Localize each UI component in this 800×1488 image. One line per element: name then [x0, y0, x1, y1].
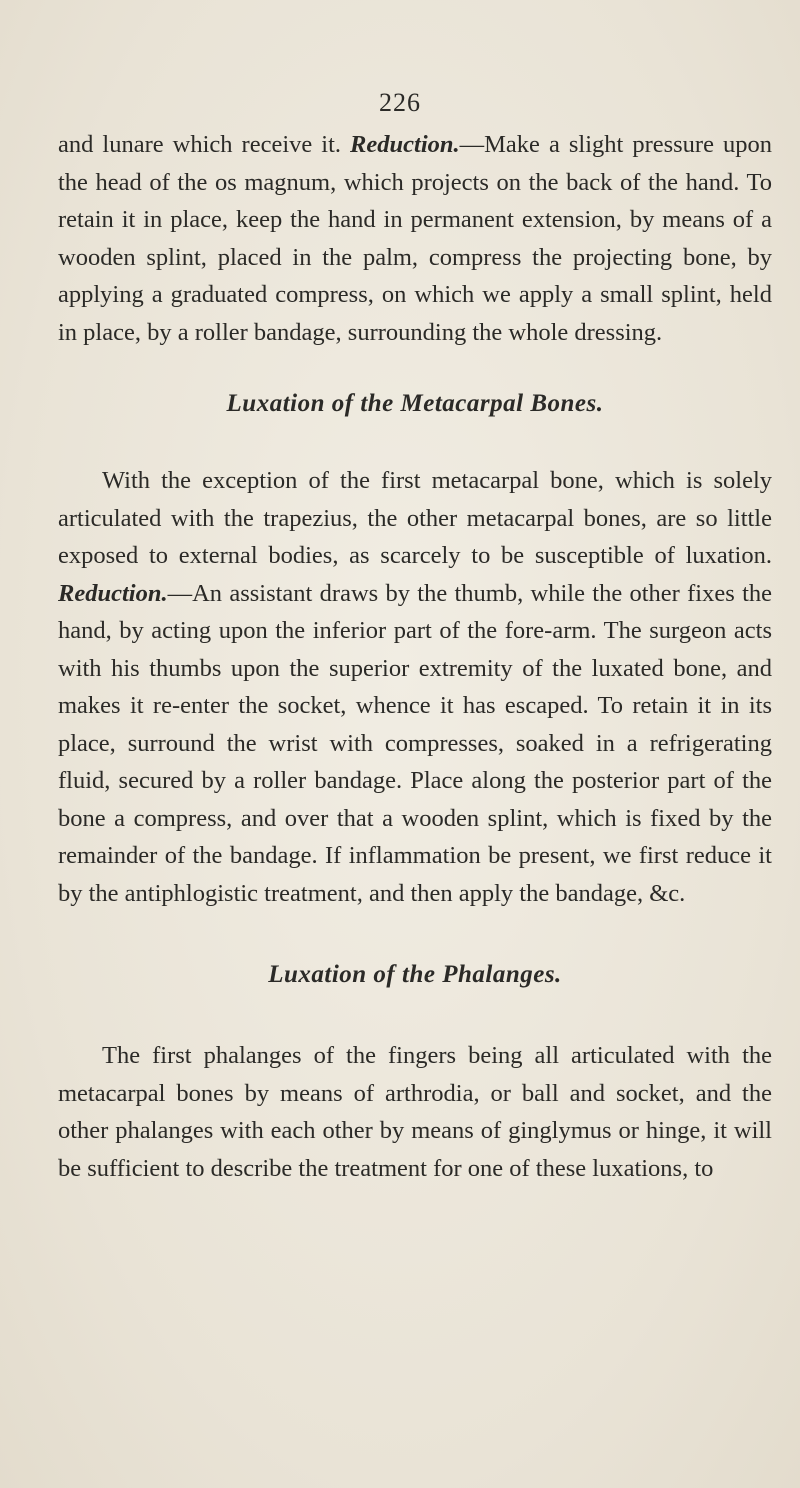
section-heading-metacarpal: Luxation of the Metacarpal Bones.: [226, 390, 604, 417]
paragraph-phalanges: The first phalanges of the fingers being all articulated with the metacarpal bones by means of arthrodia, or ball and socket, and the other phalanges with each other by means of ginglymus or hinge, it will be sufficient to describe the treatment for one of these luxations, to: [58, 1042, 772, 1182]
paragraph-continuation: [58, 126, 772, 351]
text-column: [58, 126, 772, 1187]
page-number: 226: [379, 88, 421, 117]
paragraph-text: —An assistant draws by the thumb, while the other fixes the hand, by acting upon the inferior part of the fore-arm. The surgeon acts with his thumbs upon the superior extremity of the luxated bone, and makes it re-enter the socket, whence it has escaped. To retain it in its place, surround the wrist with compresses, soaked in a refrigerating fluid, secured by a roller bandage. Place along the posterior part of the bone a compress, and over that a wooden splint, which is fixed by the remainder of the bandage. If inflammation be present, we first reduce it by the antiphlogistic treatment, and then apply the bandage, &c.: [58, 579, 772, 907]
paragraph-text: With the exception of the first metacarpal bone, which is solely articulated with the trapezius, the other metacarpal bones, are so little exposed to external bodies, as scarcely to be susceptible of luxation.: [58, 467, 772, 569]
paragraph-text: —Make a slight pressure upon the head of the os magnum, which projects on the back of the hand. To retain it in place, keep the hand in permanent extension, by means of a wooden splint, placed in the palm, compress the projecting bone, by applying a graduated compress, on which we apply a small splint, held in place, by a roller bandage, surrounding the whole dressing.: [58, 131, 772, 346]
emphasis-reduction: Reduction.: [350, 131, 460, 158]
paragraph-metacarpal: [58, 462, 772, 912]
paragraph-text: and lunare which receive it.: [58, 131, 351, 158]
emphasis-reduction: Reduction.: [58, 579, 168, 607]
section-heading-phalanges: Luxation of the Phalanges.: [268, 961, 562, 988]
